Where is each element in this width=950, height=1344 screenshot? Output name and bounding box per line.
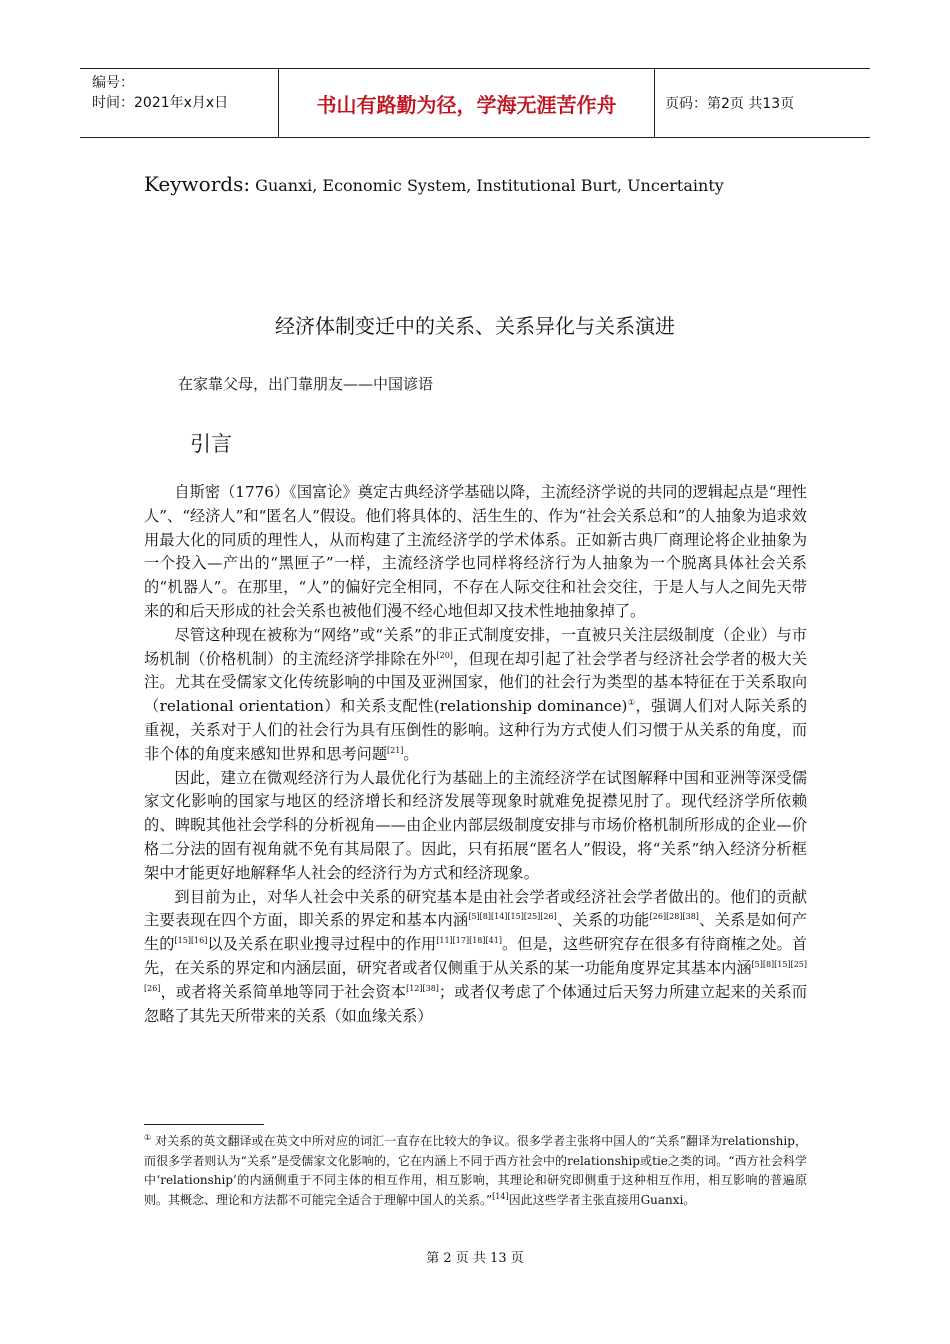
epigraph: 在家靠父母，出门靠朋友——中国谚语: [178, 375, 434, 393]
citation: [5][8][15][25][26]: [144, 959, 808, 993]
paragraph-1: 自斯密（1776）《国富论》奠定古典经济学基础以降，主流经济学说的共同的逻辑起点是“理性人”、“经济人”和“匿名人”假设。他们将具体的、活生生的、作为“社会关系总和”的人抽象为追求效用最大化的同质的理性人，从而构建了主流经济学的学术体系。正如新古典厂商理论将企业抽象为一个投入—产出的“黑匣子”一样，主流经济学也同样将经济行为人抽象为一个脱离具体社会关系的“机器人”。在那里，“人”的偏好完全相同，不存在人际交往和社会交往，于是人与人之间先天带来的和后天形成的社会关系也被他们漫不经心地但却又技术性地抽象掉了。: [144, 483, 807, 620]
paragraph-2: 尽管这种现在被称为“网络”或“关系”的非正式制度安排，一直被只关注层级制度（企业）与市场机制（价格机制）的主流经济学排除在外[20]，但现在却引起了社会学者与经济社会学者的极大关注。尤其在受儒家文化传统影响的中国及亚洲国家，他们的社会行为类型的基本特征在于关系取向（relational orientation）和关系支配性(relationship dominance)①，强调人们对人际关系的重视，关系对于人们的社会行为具有压倒性的影响。这种行为方式使人们习惯于从关系的角度，而非个体的角度来感知世界和思考问题[21]。: [144, 625, 808, 763]
paragraph-3: 因此，建立在微观经济行为人最优化行为基础上的主流经济学在试图解释中国和亚洲等深受儒家文化影响的国家与地区的经济增长和经济发展等现象时就难免捉襟见肘了。现代经济学所依赖的、睥睨其他社会学科的分析视角——由企业内部层级制度安排与市场价格机制所形成的企业—价格二分法的固有视角就不免有其局限了。因此，只有拓展“匿名人”假设，将“关系”纳入经济分析框架中才能更好地解释华人社会的经济行为方式和经济现象。: [144, 768, 807, 882]
header-page-label: 页码：第2页 共13页: [665, 96, 795, 112]
citation: [20]: [436, 650, 453, 660]
footnote-marker: ①: [627, 698, 636, 708]
page-footer: 第 2 页 共 13 页: [426, 1251, 524, 1266]
citation: [15][16]: [174, 936, 208, 946]
footnote-divider: [144, 1124, 264, 1125]
footnote-mark: ①: [144, 1133, 152, 1142]
citation: [14]: [492, 1191, 509, 1201]
header-meta-cell: [80, 69, 278, 137]
paragraph-4: 到目前为止，对华人社会中关系的研究基本是由社会学者或经济社会学者做出的。他们的贡献主要表现在四个方面，即关系的界定和基本内涵[5][8][14][15][25][26]、关系的功能[26][28][38]、关系是如何产生的[15][16]以及关系在职业搜寻过程中的作用[11][17][18][41]。但是，这些研究存在很多有待商榷之处。首先，在关系的界定和内涵层面，研究者或者仅侧重于从关系的某一功能角度界定其基本内涵[5][8][15][25][26]，或者将关系简单地等同于社会资本[12][38]；或者仅考虑了个体通过后天努力所建立起来的关系而忽略了其先天所带来的关系（如血缘关系）: [144, 887, 808, 1025]
header-motto: 书山有路勤为径，学海无涯苦作舟: [278, 69, 655, 137]
citation: [26][28][38]: [649, 912, 699, 922]
body-text: [144, 481, 807, 1028]
citation: [12][38]: [406, 983, 439, 993]
section-heading: 引言: [190, 432, 232, 456]
header-table: [80, 68, 870, 138]
article-title: 经济体制变迁中的关系、关系异化与关系演进: [275, 314, 675, 338]
keywords-label: Keywords:: [144, 172, 251, 196]
time-label: 时间：2021年x月x日: [92, 95, 229, 111]
keywords-line: [144, 172, 724, 196]
citation: [5][8][14][15][25][26]: [468, 912, 557, 922]
keywords-text: Guanxi, Economic System, Institutional Burt, Uncertainty: [250, 176, 724, 195]
citation: [21]: [387, 745, 404, 755]
citation: [11][17][18][41]: [436, 936, 502, 946]
footnote: ① 对关系的英文翻译或在英文中所对应的词汇一直存在比较大的争议。很多学者主张将中国人的“关系”翻译为relationship，而很多学者则认为“关系”是受儒家文化影响的，它在内涵上不同于西方社会中的relationship或tie之类的词。“西方社会科学中‘relationship’的内涵侧重于不同主体的相互作用，相互影响，其理论和研究即侧重于这种相互作用，相互影响的普遍原则。其概念、理论和方法都不可能完全适合于理解中国人的关系。”[14]因此这些学者主张直接用Guanxi。: [144, 1133, 807, 1207]
number-label: 编号：: [92, 75, 134, 91]
